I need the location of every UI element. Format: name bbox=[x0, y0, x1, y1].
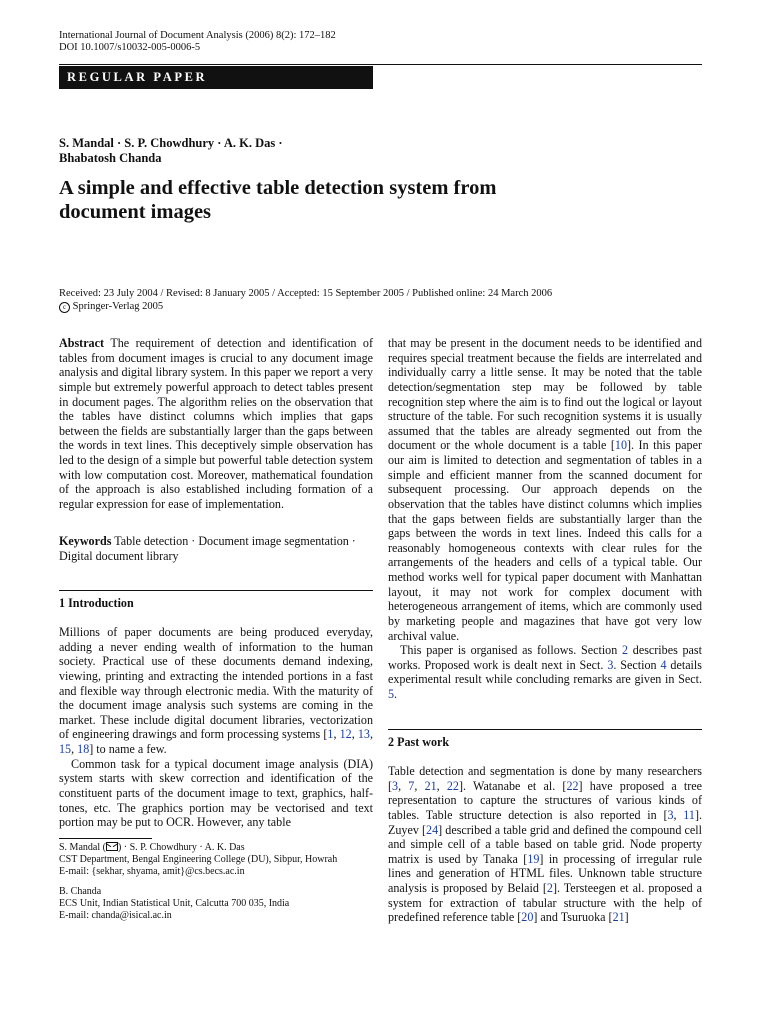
section-link[interactable]: 2 bbox=[622, 643, 629, 658]
citation-link[interactable]: 3 bbox=[392, 778, 399, 793]
journal-citation: International Journal of Document Analysis (2006) 8(2): 172–182 bbox=[59, 30, 336, 41]
abstract-label: Abstract bbox=[59, 336, 105, 350]
citation-link[interactable]: 3 bbox=[667, 807, 674, 822]
abstract-text: The requirement of detection and identification of tables from document images is crucial to any document image analysis and digital library system. In this paper we report a very simple but extremely powerful approach to detect tables present in document pages. The algorithm relies on the observation that the tables have distinct columns which implies that gaps between the fields are substantially larger than the gaps between the words in text lines. This deceptively simple observation has led to the design of a simple but powerful table detection system with low computation cost. Moreover, mathematical foundation of the approach is also established including formation of a regular expression for ease of implementation. bbox=[59, 336, 373, 511]
keywords bbox=[59, 534, 373, 563]
citation-link[interactable]: 10 bbox=[614, 438, 627, 453]
citation-link[interactable]: 21 bbox=[612, 910, 625, 925]
citation-link[interactable]: 13 bbox=[357, 727, 370, 742]
intro-paragraph-1: Millions of paper documents are being produced everyday, adding a never ending wealth of information to the human society. Practical use of these documents demand indexing, viewing, printing and extracting the intended portions in a fast and flexible way through electronic media. With the maturity of the document image analysis such systems are coming in the market. These include digital document libraries, vectorization of engineering drawings and form processing systems [1, 12, 13, 15, 18] to name a few. bbox=[59, 625, 373, 756]
dates-line: Received: 23 July 2004 / Revised: 8 January 2005 / Accepted: 15 September 2005 / Published online: 24 March 2006 bbox=[59, 288, 553, 299]
section-rule bbox=[388, 729, 702, 730]
authors-line-2: Bhabatosh Chanda bbox=[59, 151, 162, 165]
citation-link[interactable]: 11 bbox=[683, 807, 695, 822]
affiliation-a-authors: S. Mandal ( ) · S. P. Chowdhury · A. K. Das bbox=[59, 842, 245, 853]
section-heading-introduction: 1 Introduction bbox=[59, 596, 134, 610]
citation-link[interactable]: 22 bbox=[566, 778, 579, 793]
authors-line-1: S. Mandal · S. P. Chowdhury · A. K. Das · bbox=[59, 136, 283, 150]
affiliation-a-email: E-mail: {sekhar, shyama, amit}@cs.becs.ac.in bbox=[59, 866, 245, 877]
citation-link[interactable]: 20 bbox=[521, 910, 534, 925]
affiliation-a bbox=[59, 842, 373, 878]
section-link[interactable]: 5 bbox=[388, 687, 395, 701]
section-rule bbox=[59, 590, 373, 591]
section-link[interactable]: 4 bbox=[660, 657, 667, 672]
introduction-body bbox=[59, 625, 373, 830]
intro-paragraph-4: This paper is organised as follows. Section 2 describes past works. Proposed work is dealt next in Sect. 3. Section 4 details experimental result while concluding remarks are given in Sect. 5. bbox=[388, 643, 702, 701]
abstract bbox=[59, 336, 373, 512]
authors bbox=[59, 136, 619, 166]
paper-type-banner bbox=[59, 66, 373, 89]
past-work-body bbox=[388, 764, 702, 925]
citation-link[interactable]: 21 bbox=[424, 778, 437, 793]
citation-link[interactable]: 19 bbox=[527, 851, 540, 866]
affiliation-a-dept: CST Department, Bengal Engineering College (DU), Sibpur, Howrah bbox=[59, 854, 338, 865]
copyright-text: Springer-Verlag 2005 bbox=[72, 300, 164, 312]
envelope-icon bbox=[106, 842, 118, 851]
copyright-icon: c bbox=[59, 302, 70, 313]
keywords-label: Keywords bbox=[59, 534, 112, 548]
citation-link[interactable]: 2 bbox=[546, 881, 553, 895]
copyright-line bbox=[59, 301, 719, 314]
doi: DOI 10.1007/s10032-005-0006-5 bbox=[59, 42, 201, 53]
publication-dates bbox=[59, 288, 719, 313]
footnote-rule bbox=[59, 838, 152, 839]
citation-link[interactable]: 24 bbox=[426, 822, 439, 837]
section-heading-past-work: 2 Past work bbox=[388, 735, 450, 749]
citation-link[interactable]: 7 bbox=[408, 778, 415, 793]
paper-type-label: REGULAR PAPER bbox=[67, 70, 208, 84]
paper-title bbox=[59, 176, 679, 224]
affiliation-b bbox=[59, 886, 373, 922]
intro-paragraph-3: that may be present in the document needs to be identified and requires special treatment because the fields are interrelated and individually carry a little sense. It may be noted that the table detection/segmentation step may be followed by table recognition step where the aim is to find out the logical or layout structure of the table. For such recognition systems it is usually assumed that the tables are already segmented out from the document or the whole document is a table [10]. In this paper our aim is limited to detection and segmentation of tables in a simple and efficient manner from the scanned document for subsequent processing. Our approach depends on the observation that the tables have distinct columns which implies that the gaps between fields are substantially larger than the gaps between the words in text lines. Indeed this calls for a reasonably homogeneous contexts with clear rules for the arrangements of the headers and cells of a typical table. Our method works well for typical paper document with Manhattan layout, it may not work for complex document with heterogeneous arrangement of items, which are commonly used by marketing people and magazines that have got very low archival value. bbox=[388, 336, 702, 643]
section-link[interactable]: 3 bbox=[607, 657, 614, 672]
title-line-1: A simple and effective table detection system from bbox=[59, 177, 497, 199]
intro-paragraph-2: Common task for a typical document image analysis (DIA) system starts with skew correction and identification of the constituent parts of the document image to text, graphics, half-tones, etc. The graphics portion may be vectorised and text portion may be put to OCR. However, any table bbox=[59, 756, 373, 830]
citation-link[interactable]: 18 bbox=[77, 742, 90, 756]
affiliation-b-author: B. Chanda bbox=[59, 886, 102, 897]
citation-link[interactable]: 12 bbox=[339, 727, 352, 742]
past-work-paragraph: Table detection and segmentation is done by many researchers [3, 7, 21, 22]. Watanabe et al. [22] have proposed a tree representation to capture the structures of various kinds of tables. Table structure detection is also reported in [3, 11]. Zuyev [24] described a table grid and defined the compound cell and simple cell of a table based on table grid. Node property matrix is used by Tanaka [19] in processing of irregular rule lines and generation of HTML files. Unknown table structure analysis is proposed by Belaid [2]. Tersteegen et al. proposed a system for extraction of tabular structure with the help of predefined reference table [20] and Tsuruoka [21] bbox=[388, 764, 703, 925]
header-rule bbox=[59, 64, 702, 65]
intro-continued bbox=[388, 336, 702, 702]
affiliation-b-email: E-mail: chanda@isical.ac.in bbox=[59, 910, 172, 921]
affiliation-b-dept: ECS Unit, Indian Statistical Unit, Calcutta 700 035, India bbox=[59, 898, 290, 909]
citation-link[interactable]: 22 bbox=[446, 778, 459, 793]
keywords-text: Table detection · Document image segmentation · Digital document library bbox=[59, 534, 356, 563]
citation-link[interactable]: 15 bbox=[59, 742, 72, 756]
citation-link[interactable]: 1 bbox=[327, 727, 334, 742]
title-line-2: document images bbox=[59, 201, 212, 223]
